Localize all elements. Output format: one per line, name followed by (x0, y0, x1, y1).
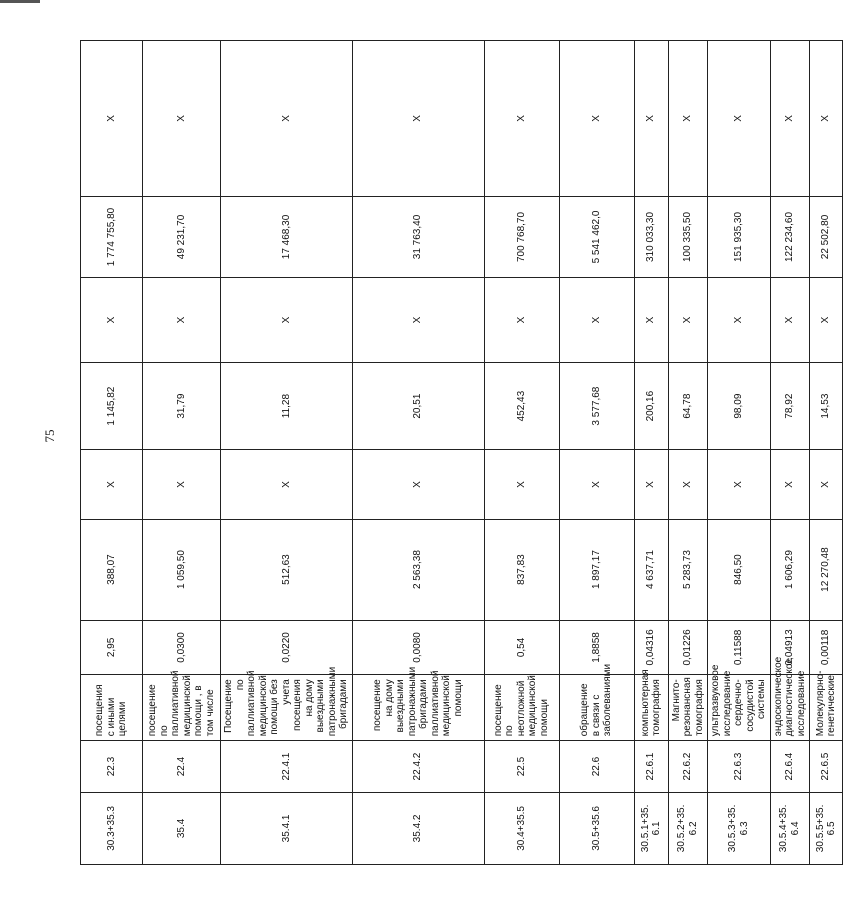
cost-cell: 388,07 (81, 519, 143, 620)
x-mark-cell: X (634, 278, 668, 363)
x-mark-cell: X (708, 278, 771, 363)
norm-cell: 200,16 (634, 362, 668, 450)
x-mark-cell: X (559, 450, 634, 519)
norm-cell: 98,09 (708, 362, 771, 450)
number-cell: 22.5 (484, 741, 559, 793)
x-mark-cell: X (484, 41, 559, 197)
name-cell: посещение по паллиативной медицинской помощи , в том числе (143, 675, 221, 741)
x-mark-cell: X (221, 41, 353, 197)
coefficient-cell: 0,54 (484, 620, 559, 675)
number-cell: 22.4 (143, 741, 221, 793)
x-mark-cell: X (484, 450, 559, 519)
total-cell: 17 468,30 (221, 196, 353, 277)
total-cell: 310 033,30 (634, 196, 668, 277)
total-cell: 100 335,50 (668, 196, 708, 277)
code-cell: 30.5+35.6 (559, 792, 634, 864)
cost-cell: 4 637,71 (634, 519, 668, 620)
x-mark-cell: X (810, 450, 843, 519)
coefficient-cell: 0,01226 (668, 620, 708, 675)
x-mark-cell: X (143, 278, 221, 363)
total-cell: 22 502,80 (810, 196, 843, 277)
coefficient-cell: 0,04316 (634, 620, 668, 675)
total-cell: 700 768,70 (484, 196, 559, 277)
name-cell: Посещение по паллиативной медицинской помощи без учета посещения на дому выездными патронажными бригадами (221, 675, 353, 741)
number-cell: 22.6 (559, 741, 634, 793)
number-cell: 22.3 (81, 741, 143, 793)
table-row (81, 41, 143, 865)
coefficient-cell: 0,0080 (352, 620, 484, 675)
name-cell: Молекулярно-генетические (810, 675, 843, 741)
name-cell: посещение на дому выездными патронажными бригадами паллиативной медицинской помощи (352, 675, 484, 741)
total-cell: 122 234,60 (770, 196, 810, 277)
x-mark-cell: X (708, 450, 771, 519)
coefficient-cell: 0,00118 (810, 620, 843, 675)
x-mark-cell: X (221, 450, 353, 519)
code-cell: 30.5.1+35. 6.1 (634, 792, 668, 864)
code-cell: 30.5.5+35. 6.5 (810, 792, 843, 864)
number-cell: 22.6.5 (810, 741, 843, 793)
table-row (484, 41, 559, 865)
cost-cell: 2 563,38 (352, 519, 484, 620)
norm-cell: 20,51 (352, 362, 484, 450)
total-cell: 151 935,30 (708, 196, 771, 277)
norm-cell: 11,28 (221, 362, 353, 450)
cost-cell: 1 606,29 (770, 519, 810, 620)
coefficient-cell: 2,95 (81, 620, 143, 675)
code-cell: 30.4+35.5 (484, 792, 559, 864)
coefficient-cell: 1,8858 (559, 620, 634, 675)
norm-cell: 14,53 (810, 362, 843, 450)
x-mark-cell: X (352, 278, 484, 363)
code-cell: 30.5.4+35. 6.4 (770, 792, 810, 864)
number-cell: 22.6.3 (708, 741, 771, 793)
total-cell: 31 763,40 (352, 196, 484, 277)
table-row (559, 41, 634, 865)
x-mark-cell: X (770, 450, 810, 519)
x-mark-cell: X (634, 450, 668, 519)
total-cell: 49 231,70 (143, 196, 221, 277)
name-cell: посещение по неотложной медицинской помощи (484, 675, 559, 741)
x-mark-cell: X (81, 41, 143, 197)
number-cell: 22.6.4 (770, 741, 810, 793)
x-mark-cell: X (559, 278, 634, 363)
table-row (352, 41, 484, 865)
table-row (143, 41, 221, 865)
table-row (708, 41, 771, 865)
x-mark-cell: X (221, 278, 353, 363)
name-cell: посещения с иными целями (81, 675, 143, 741)
x-mark-cell: X (143, 450, 221, 519)
table-row (221, 41, 353, 865)
cost-cell: 12 270,48 (810, 519, 843, 620)
number-cell: 22.4.1 (221, 741, 353, 793)
code-cell: 35.4.2 (352, 792, 484, 864)
x-mark-cell: X (770, 278, 810, 363)
coefficient-cell: 0,11588 (708, 620, 771, 675)
number-cell: 22.4.2 (352, 741, 484, 793)
norm-cell: 3 577,68 (559, 362, 634, 450)
x-mark-cell: X (143, 41, 221, 197)
code-cell: 30.3+35.3 (81, 792, 143, 864)
cost-cell: 1 897,17 (559, 519, 634, 620)
coefficient-cell: 0,0220 (221, 620, 353, 675)
total-cell: 5 541 462,0 (559, 196, 634, 277)
cost-cell: 5 283,73 (668, 519, 708, 620)
number-cell: 22.6.1 (634, 741, 668, 793)
rotated-table-container (80, 40, 837, 865)
x-mark-cell: X (810, 278, 843, 363)
cost-cell: 512,63 (221, 519, 353, 620)
coefficient-cell: 0,0300 (143, 620, 221, 675)
page-number: 75 (42, 429, 57, 443)
x-mark-cell: X (81, 450, 143, 519)
norm-cell: 64,78 (668, 362, 708, 450)
number-cell: 22.6.2 (668, 741, 708, 793)
table-row (810, 41, 843, 865)
corner-mark (0, 0, 40, 3)
x-mark-cell: X (559, 41, 634, 197)
name-cell: компьютерная томография (634, 675, 668, 741)
table-row (668, 41, 708, 865)
code-cell: 35.4 (143, 792, 221, 864)
cost-cell: 846,50 (708, 519, 771, 620)
norm-cell: 1 145,82 (81, 362, 143, 450)
code-cell: 35.4.1 (221, 792, 353, 864)
x-mark-cell: X (352, 450, 484, 519)
x-mark-cell: X (668, 278, 708, 363)
code-cell: 30.5.2+35. 6.2 (668, 792, 708, 864)
code-cell: 30.5.3+35. 6.3 (708, 792, 771, 864)
table-row (634, 41, 668, 865)
cost-cell: 1 059,50 (143, 519, 221, 620)
x-mark-cell: X (668, 41, 708, 197)
norm-cell: 31,79 (143, 362, 221, 450)
coefficient-cell: 0,04913 (770, 620, 810, 675)
x-mark-cell: X (810, 41, 843, 197)
x-mark-cell: X (668, 450, 708, 519)
name-cell: Магнито-резонансная томография (668, 675, 708, 741)
name-cell: эндоскопическое диагностическое исследование (770, 675, 810, 741)
total-cell: 1 774 755,80 (81, 196, 143, 277)
x-mark-cell: X (708, 41, 771, 197)
x-mark-cell: X (770, 41, 810, 197)
x-mark-cell: X (634, 41, 668, 197)
norm-cell: 452,43 (484, 362, 559, 450)
name-cell: ультразвуковое исследование сердечно-сосудистой системы (708, 675, 771, 741)
x-mark-cell: X (81, 278, 143, 363)
tariff-table (80, 40, 843, 865)
table-row (770, 41, 810, 865)
cost-cell: 837,83 (484, 519, 559, 620)
norm-cell: 78,92 (770, 362, 810, 450)
x-mark-cell: X (352, 41, 484, 197)
name-cell: обращение в связи с заболеваниями (559, 675, 634, 741)
x-mark-cell: X (484, 278, 559, 363)
